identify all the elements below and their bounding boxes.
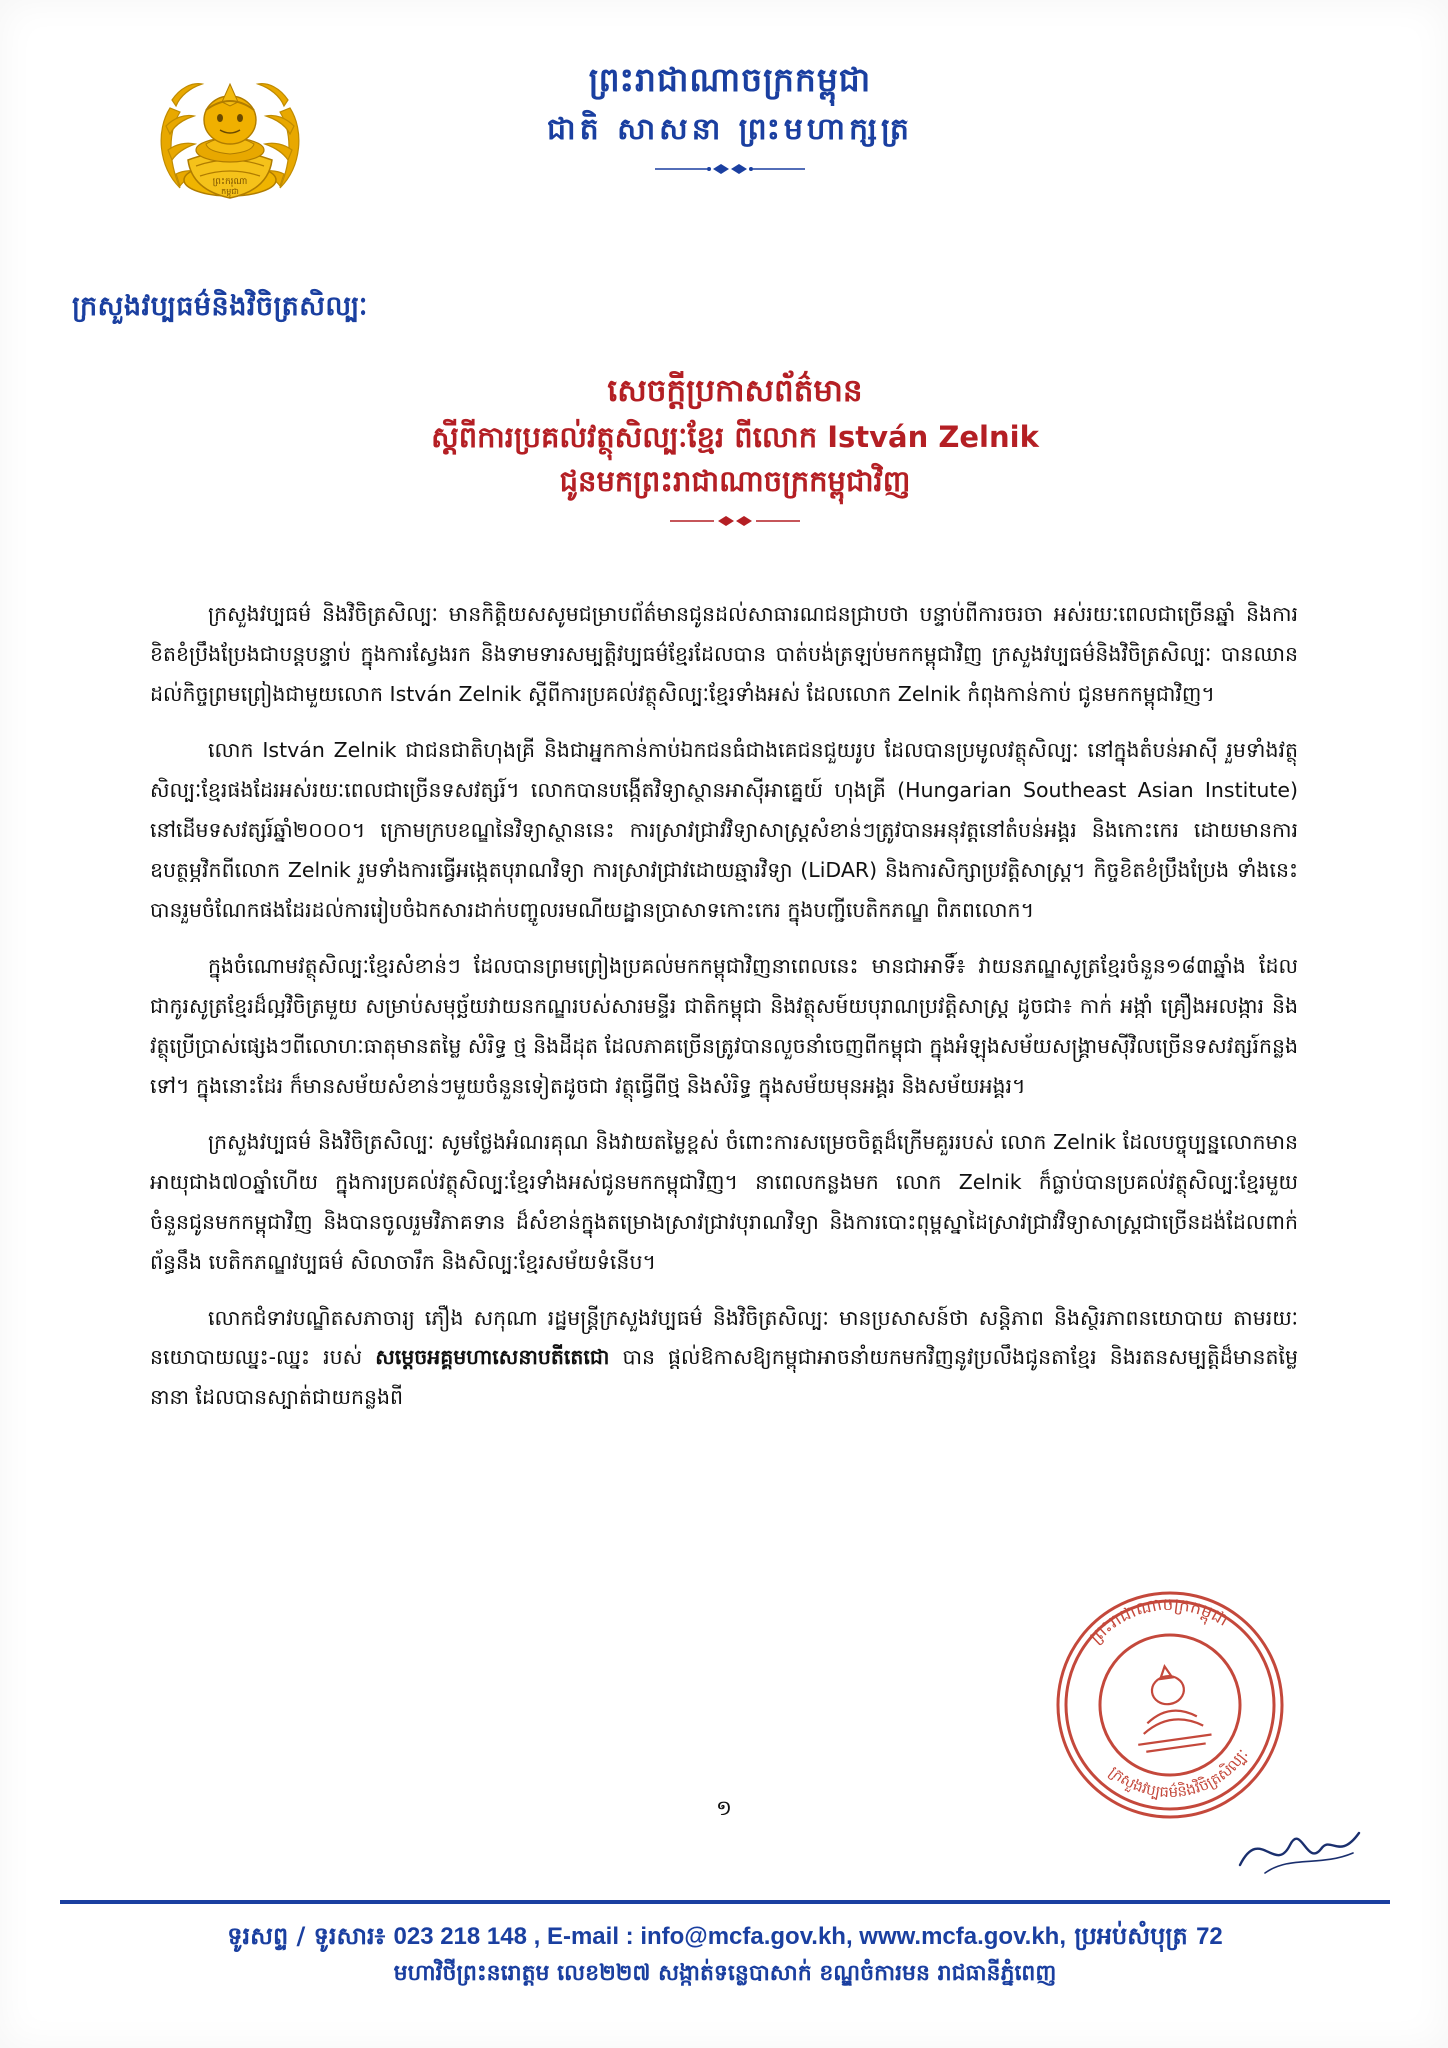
royal-title <box>380 58 1080 176</box>
svg-text:កម្ពុជា: កម្ពុជា <box>221 187 239 196</box>
paragraph-4: ក្រសួងវប្បធម៌ និងវិចិត្រសិល្បៈ សូមថ្លែងអំណរគុណ និងវាយតម្លៃខ្ពស់ ចំពោះការសម្រេចចិត្តដ៏ក្រើមគួររបស់ លោក Zelnik ដែលបច្ចុប្បន្នលោកមានអាយុជាង៧០ឆ្នាំហើយ ក្នុងការប្រគល់វត្ថុសិល្បៈខ្មែរទាំងអស់ជូនមកកម្ពុជាវិញ។ នាពេលកន្លងមក លោក Zelnik ក៏ធ្លាប់បានប្រគល់វត្ថុសិល្បៈខ្មែរមួយចំនួនជូនមកកម្ពុជាវិញ និងបានចូលរួមវិភាគទាន ដ៏សំខាន់ក្នុងតម្រោងស្រាវជ្រាវបុរាណវិទ្យា និងការបោះពុម្ពស្នាដៃស្រាវជ្រាវវិទ្យាសាស្ត្រជាច្រើនដង់ដែលពាក់ព័ន្ធនឹង បេតិកភណ្ឌវប្បធម៌ សិលាចារឹក និងសិល្បៈខ្មែរសម័យទំនើប។ <box>150 1129 1298 1274</box>
footer-phone-label: ទូរសព្ទ / ទូរសារ៖ <box>227 1922 386 1950</box>
document-title-line2: ស្ដីពីការប្រគល់វត្ថុសិល្បៈខ្មែរ ពីលោក István Zelnik <box>431 419 1039 454</box>
svg-text:ព្រះករុណា: ព្រះករុណា <box>212 177 248 187</box>
document-title-line1: សេចក្ដីប្រកាសព័ត៌មាន <box>607 373 863 409</box>
footer-contact-value: 023 218 148 , E-mail : info@mcfa.gov.kh, www.mcfa.gov.kh, <box>393 1923 1067 1950</box>
ornament-divider-icon <box>655 162 805 176</box>
royal-title-line1: ព្រះរាជាណាចក្រកម្ពុជា <box>588 60 872 99</box>
royal-title-line2: ជាតិ សាសនា ព្រះមហាក្សត្រ <box>547 111 913 147</box>
ministry-name: ក្រសួងវប្បធម៌និងវិចិត្រសិល្បៈ <box>72 291 368 322</box>
paragraph-3: ក្នុងចំណោមវត្ថុសិល្បៈខ្មែរសំខាន់ៗ ដែលបានព្រមព្រៀងប្រគល់មកកម្ពុជាវិញនាពេលនេះ មានជាអាទិ៍៖ វាយនភណ្ឌសូត្រខ្មែរចំនួន១៨៣ឆ្នាំង ដែលជាកូរសូត្រខ្មែរដ៏ល្អវិចិត្រមួយ សម្រាប់សមុច្ឆ័យវាយនកណ្ឌរបស់សារមន្ទីរ ជាតិកម្ពុជា និងវត្ថុសម៍យបុរាណប្រវត្តិសាស្ត្រ ដូចជា៖ កាក់ អង្កាំ គ្រឿងអលង្ការ និងវត្ថុប្រើប្រាស់ផ្សេងៗពីលោហៈធាតុមានតម្លៃ សំរិទ្ធ ថ្ម និងដីដុត ដែលភាគច្រើនត្រូវបានលួចនាំចេញពីកម្ពុជា ក្នុងអំឡុងសម័យសង្គ្រាមស៊ីវិលច្រើនទសវត្សរ៍កន្លងទៅ។ ក្នុងនោះដែរ ក៏មានសម័យសំខាន់ៗមួយចំនួនទៀតដូចជា វត្ថុធ្វើពីថ្ម និងសំរិទ្ធ ក្នុងសម័យមុនអង្គរ និងសម័យអង្គរ។ <box>150 953 1298 1098</box>
paragraph-1: ក្រសួងវប្បធម៌ និងវិចិត្រសិល្បៈ មានកិត្តិយសសូមជម្រាបព័ត៌មានជូនដល់សាធារណជនជ្រាបថា បន្ទាប់ពីការចរចា អស់រយៈពេលជាច្រើនឆ្នាំ និងការខិតខំប្រឹងប្រែងជាបន្តបន្ទាប់ ក្នុងការស្វែងរក និងទាមទារសម្បត្តិវប្បធម៌ខ្មែរដែលបាន បាត់បង់ត្រឡប់មកកម្ពុជាវិញ ក្រសួងវប្បធម៌និងវិចិត្រសិល្បៈ បានឈានដល់កិច្ចព្រមព្រៀងជាមួយលោក István Zelnik ស្ដីពីការប្រគល់វត្ថុសិល្បៈខ្មែរទាំងអស់ ដែលលោក Zelnik កំពុងកាន់កាប់ ជូនមកកម្ពុជាវិញ។ <box>150 602 1298 706</box>
paragraph-2: លោក István Zelnik ជាជនជាតិហុងគ្រី និងជាអ្នកកាន់កាប់ឯកជនធំជាងគេជនជួយរូប ដែលបានប្រមូលវត្ថុសិល្បៈ នៅក្នុងតំបន់អាស៊ី រួមទាំងវត្ថុសិល្បៈខ្មែរផងដែរអស់រយៈពេលជាច្រើនទសវត្សរ៍។ លោកបានបង្កើតវិទ្យាស្ថានអាស៊ីអាគ្នេយ៍ ហុងគ្រី (Hungarian Southeast Asian Institute) នៅដើមទសវត្សរ៍ឆ្នាំ២០០០។ ក្រោមក្របខណ្ឌនៃវិទ្យាស្ថាននេះ ការស្រាវជ្រាវវិទ្យាសាស្ត្រសំខាន់ៗត្រូវបានអនុវត្តនៅតំបន់អង្គរ និងកោះកេរ ដោយមានការឧបត្ថម្ភវិកពីលោក Zelnik រួមទាំងការធ្វើអង្កេតបុរាណវិទ្យា ការស្រាវជ្រាវដោយឆ្មារវិទ្យា (LiDAR) និងការសិក្សាប្រវត្តិសាស្ត្រ។ កិច្ចខិតខំប្រឹងប្រែង ទាំងនេះបានរួមចំណែកផងដែរដល់ការរៀបចំឯកសារដាក់បញ្ចូលរមណីយដ្ឋានប្រាសាទកោះកេរ ក្នុងបញ្ជីបេតិកភណ្ឌ ពិភពលោក។ <box>150 737 1298 922</box>
footer-address: មហាវិថីព្រះនរោត្តម លេខ២២៧ សង្កាត់ទន្លេបាសាក់ ខណ្ឌចំការមន រាជធានីភ្នំពេញ <box>393 1961 1057 1986</box>
document-title <box>200 368 1270 528</box>
official-seal <box>1045 1580 1295 1830</box>
document-title-line3: ជូនមកព្រះរាជាណាចក្រកម្ពុជាវិញ <box>559 464 911 499</box>
signature <box>1235 1815 1365 1885</box>
paragraph-5: លោកជំទាវបណ្ឌិតសភាចារ្យ ភឿង សកុណា រដ្ឋមន្ត្រីក្រសួងវប្បធម៌ និងវិចិត្រសិល្បៈ មានប្រសាសន៍ថា សន្តិភាព និងស្ថិរភាពនយោបាយ តាមរយៈនយោបាយឈ្នះ-ឈ្នះ របស់ សម្ដេចអគ្គមហាសេនាបតីតេជោ បាន ផ្ដល់ឱកាសឱ្យកម្ពុជាអាចនាំយកមកវិញនូវប្រលឹងជូនតាខ្មែរ និងរតនសម្បត្តិដ៏មានតម្លៃនានា ដែលបានស្បាត់ជាយកន្លងពី <box>150 1305 1298 1410</box>
page-number: ១ <box>716 1796 732 1820</box>
footer-pobox-label: ប្រអប់សំបុត្រ <box>1074 1922 1188 1950</box>
footer-pobox-value: 72 <box>1196 1923 1223 1950</box>
footer-contact-line <box>60 1918 1390 1955</box>
footer-divider <box>60 1900 1390 1904</box>
footer <box>60 1918 1390 1990</box>
svg-text:ក្រសួងវប្បធម៌និងវិចិត្រសិល្បៈ: ក្រសួងវប្បធម៌និងវិចិត្រសិល្បៈ <box>1105 1745 1252 1802</box>
document-body <box>150 595 1298 1418</box>
highlighted-name: សម្ដេចអគ្គមហាសេនាបតីតេជោ <box>375 1345 610 1370</box>
royal-emblem-icon <box>150 48 310 223</box>
ornament-divider-2-icon <box>670 514 800 528</box>
svg-text:ព្រះរាជាណាចក្រកម្ពុជា: ព្រះរាជាណាចក្រកម្ពុជា <box>1085 1594 1232 1648</box>
